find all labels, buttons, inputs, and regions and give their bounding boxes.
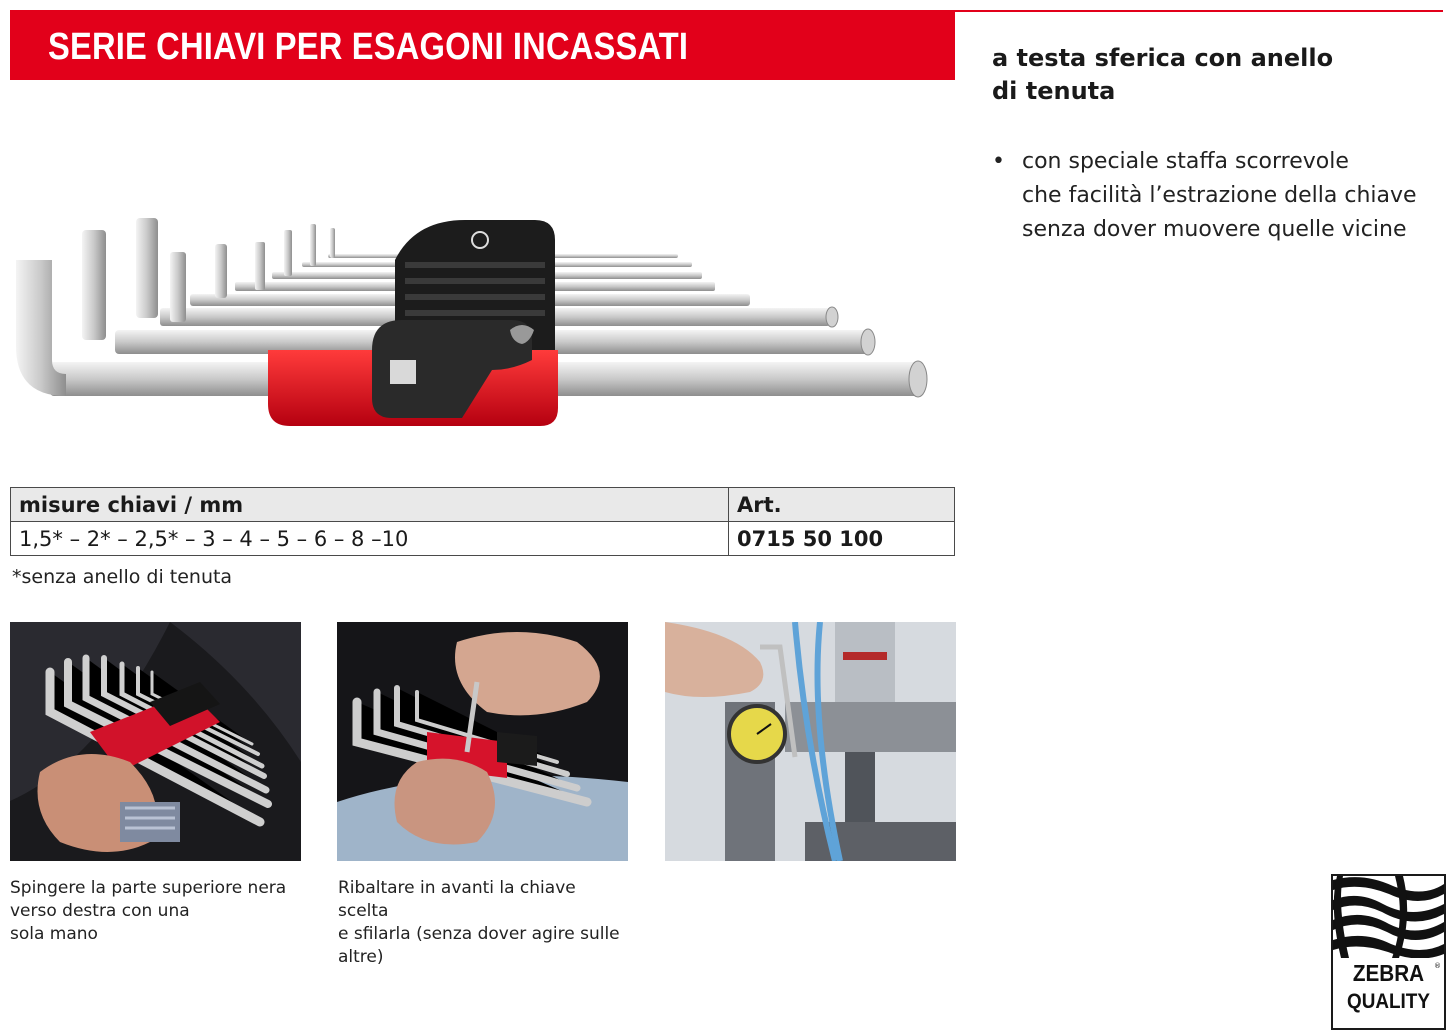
table-header-row <box>11 488 955 522</box>
caption-1-line-3: sola mano <box>10 924 98 944</box>
table-cell-art: 0715 50 100 <box>729 522 955 556</box>
feature-line-1: con speciale staffa scorrevole <box>1022 149 1349 174</box>
table-cell-sizes: 1,5* – 2* – 2,5* – 3 – 4 – 5 – 6 – 8 –10 <box>11 522 729 556</box>
spec-table <box>10 487 955 556</box>
caption-2-line-2: e sfilarla (senza dover agire sulle <box>338 924 620 944</box>
photo-pull-key <box>337 622 628 861</box>
bullet-icon: • <box>992 149 1005 174</box>
caption-photo-1 <box>10 877 300 946</box>
table-row <box>11 522 955 556</box>
logo-text-quality: QUALITY <box>1347 990 1430 1013</box>
table-header-art: Art. <box>729 488 955 522</box>
zebra-stripes-icon <box>1333 876 1444 958</box>
footnote: *senza anello di tenuta <box>12 566 233 588</box>
logo-text-zebra: ZEBRA <box>1352 960 1425 986</box>
photo-push-holder <box>10 622 301 861</box>
feature-list <box>992 145 1432 247</box>
caption-1-line-2: verso destra con una <box>10 901 190 921</box>
caption-photo-2 <box>338 877 628 969</box>
subtitle-line-1: a testa sferica con anello <box>992 44 1334 72</box>
photo-machine <box>665 622 956 861</box>
logo-registered-mark: ® <box>1434 962 1441 970</box>
feature-line-3: senza dover muovere quelle vicine <box>1022 217 1407 242</box>
caption-2-line-1: Ribaltare in avanti la chiave scelta <box>338 878 576 921</box>
caption-2-line-3: altre) <box>338 947 384 967</box>
title-banner <box>10 12 955 80</box>
feature-line-2: che facilità l’estrazione della chiave <box>1022 183 1417 208</box>
zebra-quality-logo <box>1331 874 1446 1030</box>
product-image <box>10 200 955 445</box>
table-header-sizes: misure chiavi / mm <box>11 488 729 522</box>
caption-1-line-1: Spingere la parte superiore nera <box>10 878 287 898</box>
subtitle-line-2: di tenuta <box>992 77 1116 105</box>
feature-item <box>992 145 1432 247</box>
page-title: SERIE CHIAVI PER ESAGONI INCASSATI <box>48 26 689 68</box>
subtitle <box>992 42 1432 108</box>
